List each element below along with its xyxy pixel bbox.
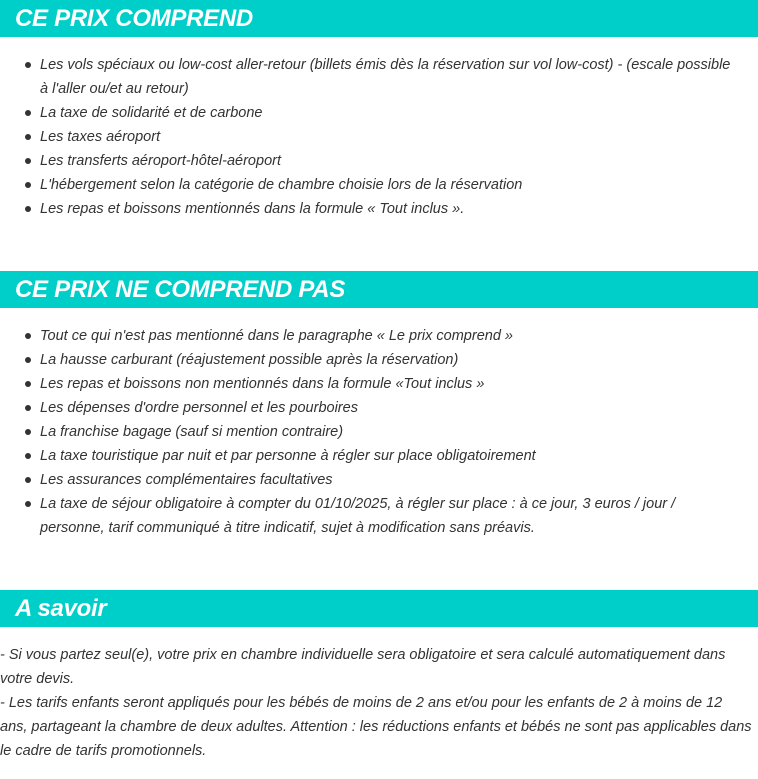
good-to-know-paragraph: - Si vous partez seul(e), votre prix en chambre individuelle sera obligatoire et sera calculé automatiquement dans votre devis. (0, 647, 726, 687)
included-section-title: CE PRIX COMPREND (0, 0, 758, 37)
list-item (0, 444, 758, 468)
list-item-text: La taxe touristique par nuit et par personne à régler sur place obligatoirement (40, 448, 536, 464)
bullet-icon (25, 501, 31, 507)
list-item-text: L'hébergement selon la catégorie de chambre choisie lors de la réservation (40, 177, 523, 193)
list-item-text: Les assurances complémentaires facultatives (40, 472, 333, 488)
good-to-know-paragraph: - Les tarifs enfants seront appliqués pour les bébés de moins de 2 ans et/ou pour les enfants de 2 à moins de 12 ans, partageant la chambre de deux adultes. Attention : les réductions enfants et bébés ne sont pas applicables dans le cadre de tarifs promotionnels. (0, 695, 752, 759)
list-item-text: La taxe de séjour obligatoire à compter du 01/10/2025, à régler sur place : à ce jour, 3 euros / jour / personne, tarif communiqué à titre indicatif, sujet à modification sans préavis. (40, 496, 676, 536)
bullet-icon (25, 206, 31, 212)
bullet-icon (25, 429, 31, 435)
list-item-text: La hausse carburant (réajustement possible après la réservation) (40, 352, 459, 368)
good-to-know-content (0, 643, 758, 763)
list-item (0, 197, 758, 221)
bullet-icon (25, 62, 31, 68)
bullet-icon (25, 110, 31, 116)
included-list (0, 53, 758, 221)
list-item (0, 492, 758, 540)
list-item (0, 53, 758, 101)
bullet-icon (25, 158, 31, 164)
bullet-icon (25, 357, 31, 363)
list-item (0, 468, 758, 492)
list-item-text: Les transferts aéroport-hôtel-aéroport (40, 153, 281, 169)
bullet-icon (25, 182, 31, 188)
list-item (0, 420, 758, 444)
list-item-text: Les repas et boissons non mentionnés dans la formule «Tout inclus » (40, 376, 485, 392)
list-item-text: Les vols spéciaux ou low-cost aller-retour (billets émis dès la réservation sur vol low-cost) - (escale possible à l'aller ou/et au retour) (40, 57, 731, 97)
list-item (0, 173, 758, 197)
list-item (0, 372, 758, 396)
list-item-text: La taxe de solidarité et de carbone (40, 105, 263, 121)
excluded-section-title: CE PRIX NE COMPREND PAS (0, 271, 758, 308)
list-item-text: Les taxes aéroport (40, 129, 161, 145)
list-item (0, 396, 758, 420)
bullet-icon (25, 453, 31, 459)
bullet-icon (25, 405, 31, 411)
bullet-icon (25, 134, 31, 140)
excluded-list (0, 324, 758, 540)
bullet-icon (25, 477, 31, 483)
list-item (0, 101, 758, 125)
list-item-text: Les dépenses d'ordre personnel et les pourboires (40, 400, 358, 416)
list-item-text: Les repas et boissons mentionnés dans la formule « Tout inclus ». (40, 201, 465, 217)
list-item (0, 348, 758, 372)
bullet-icon (25, 333, 31, 339)
list-item-text: La franchise bagage (sauf si mention contraire) (40, 424, 344, 440)
list-item (0, 149, 758, 173)
list-item (0, 125, 758, 149)
bullet-icon (25, 381, 31, 387)
list-item (0, 324, 758, 348)
good-to-know-section-title: A savoir (0, 590, 758, 627)
list-item-text: Tout ce qui n'est pas mentionné dans le paragraphe « Le prix comprend » (40, 328, 513, 344)
